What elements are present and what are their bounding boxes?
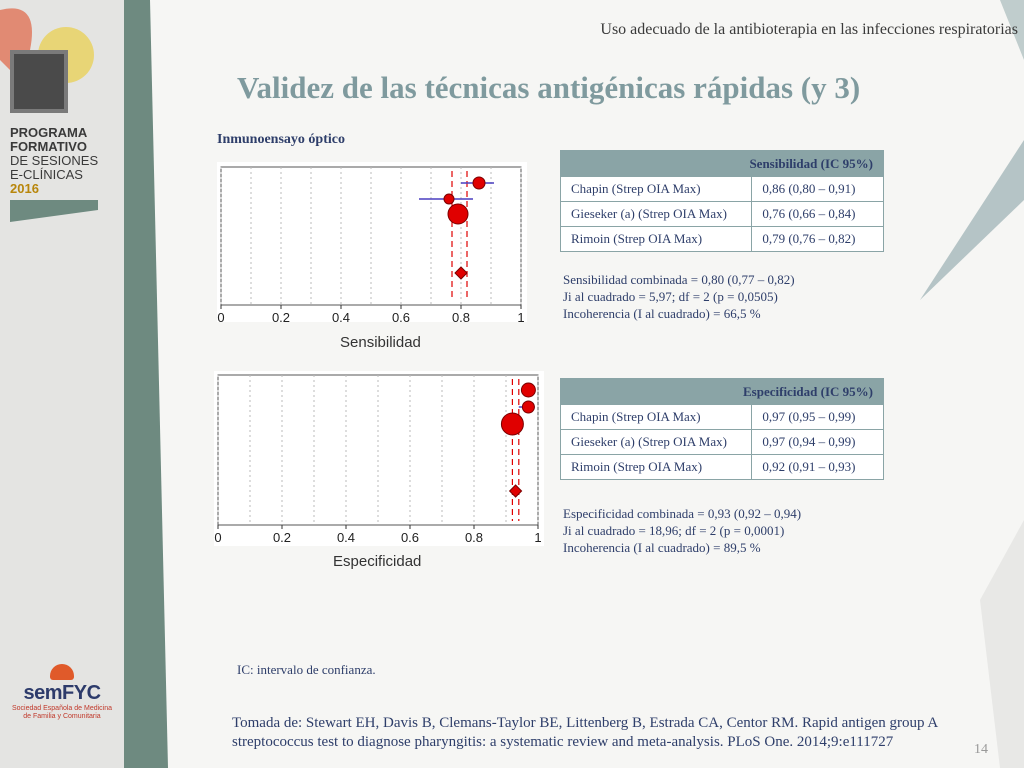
tick-label: 0.4 [331, 310, 351, 322]
table-row [561, 202, 884, 227]
org-logo [6, 664, 118, 721]
specificity-caption: Especificidad [333, 553, 422, 570]
tick-label: 0 [217, 310, 225, 322]
tick-label: 0.8 [464, 530, 484, 545]
presentation-header: Uso adecuado de la antibioterapia en las infecciones respiratorias [600, 21, 1018, 38]
summary-line: Incoherencia (I al cuadrado) = 66,5 % [563, 306, 761, 321]
tick-label: 0 [214, 530, 222, 545]
org-emblem-icon [50, 664, 74, 680]
specificity-summary [563, 505, 801, 556]
org-name: semFYC [23, 682, 101, 704]
study-point [444, 194, 454, 204]
sensitivity-forest-plot [217, 162, 527, 322]
table-row [561, 227, 884, 252]
tick-label: 0.6 [391, 310, 411, 322]
specificity-table-header: Especificidad (IC 95%) [561, 379, 884, 405]
tick-label: 0.2 [271, 310, 291, 322]
specificity-table [560, 378, 884, 480]
table-row [561, 455, 884, 480]
sensitivity-table [560, 150, 884, 252]
program-year: 2016 [10, 181, 39, 196]
citation: Tomada de: Stewart EH, Davis B, Clemans-Taylor BE, Littenberg B, Estrada CA, Centor RM. Rapid antigen group A streptococcus test to diagnose pharyngitis: a systematic review and meta-analysis. PLoS One. 2014;9:e111727 [232, 715, 938, 750]
summary-line: Incoherencia (I al cuadrado) = 89,5 % [563, 540, 761, 555]
section-label: Inmunoensayo óptico [217, 132, 345, 147]
summary-line: Sensibilidad combinada = 0,80 (0,77 – 0,82) [563, 272, 795, 287]
table-row [561, 177, 884, 202]
program-text [10, 126, 98, 196]
table-row [561, 430, 884, 455]
study-name: Rimoin (Strep OIA Max) [561, 227, 752, 252]
study-value: 0,97 (0,94 – 0,99) [752, 430, 884, 455]
study-point [501, 413, 523, 435]
study-value: 0,76 (0,66 – 0,84) [752, 202, 884, 227]
tick-label: 0.4 [336, 530, 356, 545]
study-name: Chapin (Strep OIA Max) [561, 177, 752, 202]
footnote: IC: intervalo de confianza. [237, 662, 376, 677]
study-point [473, 177, 485, 189]
table-row [561, 405, 884, 430]
tick-label: 0.6 [400, 530, 420, 545]
sensitivity-caption: Sensibilidad [340, 334, 421, 351]
program-line: E-CLÍNICAS [10, 167, 83, 182]
specificity-forest-plot [214, 371, 544, 546]
study-value: 0,92 (0,91 – 0,93) [752, 455, 884, 480]
study-name: Gieseker (a) (Strep OIA Max) [561, 430, 752, 455]
study-name: Rimoin (Strep OIA Max) [561, 455, 752, 480]
program-line: FORMATIVO [10, 139, 88, 154]
sensitivity-plot-svg [217, 162, 527, 322]
summary-line: Ji al cuadrado = 5,97; df = 2 (p = 0,0505) [563, 289, 778, 304]
program-line: PROGRAMA [10, 125, 88, 140]
summary-line: Ji al cuadrado = 18,96; df = 2 (p = 0,0001) [563, 523, 785, 538]
specificity-plot-svg [214, 371, 544, 546]
sensitivity-summary [563, 271, 795, 322]
tick-label: 0.2 [272, 530, 292, 545]
page-number: 14 [974, 742, 988, 757]
study-point [522, 401, 534, 413]
slide-title: Validez de las técnicas antigénicas rápidas (y 3) [237, 70, 861, 105]
summary-line: Especificidad combinada = 0,93 (0,92 – 0,94) [563, 506, 802, 521]
org-sub-line: de Familia y Comunitaria [23, 713, 101, 720]
study-name: Gieseker (a) (Strep OIA Max) [561, 202, 752, 227]
study-point [521, 383, 535, 397]
tick-label: 0.8 [451, 310, 471, 322]
org-sub-line: Sociedad Española de Medicina [11, 705, 112, 712]
tick-label: 1 [517, 310, 525, 322]
study-value: 0,97 (0,95 – 0,99) [752, 405, 884, 430]
sensitivity-table-header: Sensibilidad (IC 95%) [561, 151, 884, 177]
program-line: DE SESIONES [10, 153, 99, 168]
tick-label: 1 [534, 530, 542, 545]
study-value: 0,86 (0,80 – 0,91) [752, 177, 884, 202]
study-point [448, 204, 468, 224]
study-name: Chapin (Strep OIA Max) [561, 405, 752, 430]
program-logo [10, 50, 68, 113]
study-value: 0,79 (0,76 – 0,82) [752, 227, 884, 252]
